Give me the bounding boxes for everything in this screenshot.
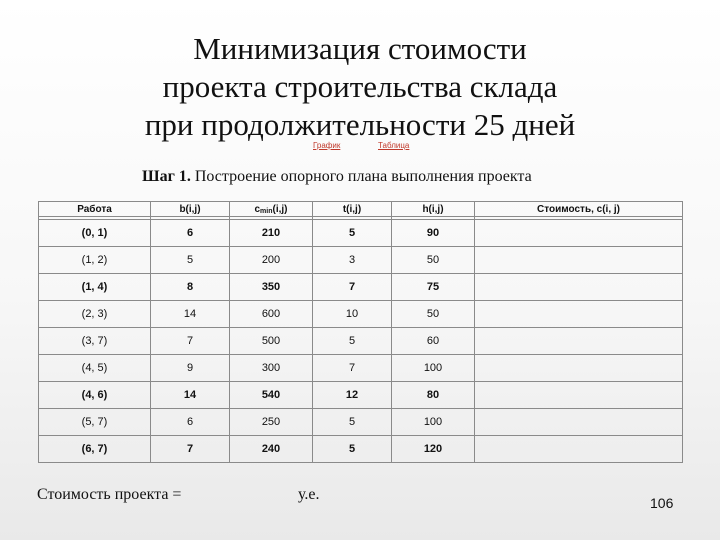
cell-b: 6 (151, 409, 230, 436)
project-cost-label: Стоимость проекта = (37, 486, 182, 503)
cell-b: 8 (151, 274, 230, 301)
cell-work: (4, 6) (39, 382, 151, 409)
cell-cmin: 300 (230, 355, 313, 382)
cell-h: 80 (392, 382, 475, 409)
cell-cmin: 540 (230, 382, 313, 409)
cell-work: (6, 7) (39, 436, 151, 463)
cell-h: 90 (392, 220, 475, 247)
cell-work: (4, 5) (39, 355, 151, 382)
header-cmin-sub: min (260, 207, 273, 215)
cell-t: 5 (313, 436, 392, 463)
cell-cost[interactable] (475, 220, 683, 247)
page-number: 106 (650, 495, 674, 511)
cell-cost[interactable] (475, 409, 683, 436)
cell-b: 14 (151, 382, 230, 409)
cell-work: (1, 2) (39, 247, 151, 274)
table-row (39, 301, 683, 328)
step-number: Шаг 1. (142, 168, 191, 185)
cell-h: 50 (392, 301, 475, 328)
cell-cmin: 500 (230, 328, 313, 355)
currency-unit: у.е. (298, 486, 320, 503)
cell-b: 9 (151, 355, 230, 382)
table-row (39, 409, 683, 436)
step-heading (142, 168, 532, 186)
cell-work: (0, 1) (39, 220, 151, 247)
table-row (39, 382, 683, 409)
header-cmin (230, 202, 313, 217)
cell-cost[interactable] (475, 382, 683, 409)
cell-t: 5 (313, 409, 392, 436)
cell-h: 60 (392, 328, 475, 355)
cell-cost[interactable] (475, 436, 683, 463)
table-row (39, 328, 683, 355)
cell-b: 5 (151, 247, 230, 274)
cell-t: 12 (313, 382, 392, 409)
cell-t: 5 (313, 220, 392, 247)
cell-cost[interactable] (475, 355, 683, 382)
nav-links (0, 141, 720, 155)
cell-b: 14 (151, 301, 230, 328)
table-row (39, 436, 683, 463)
cell-h: 120 (392, 436, 475, 463)
cell-cmin: 250 (230, 409, 313, 436)
cell-t: 7 (313, 274, 392, 301)
cell-cost[interactable] (475, 328, 683, 355)
cell-cmin: 210 (230, 220, 313, 247)
cell-t: 10 (313, 301, 392, 328)
cell-work: (3, 7) (39, 328, 151, 355)
cell-b: 7 (151, 436, 230, 463)
step-text: Построение опорного плана выполнения проекта (190, 168, 532, 185)
table-row (39, 274, 683, 301)
cell-cmin: 240 (230, 436, 313, 463)
title-line-3: при продолжительности 25 дней (144, 107, 576, 142)
header-cmin-rest: (i,j) (272, 203, 288, 215)
table-row (39, 220, 683, 247)
cell-t: 5 (313, 328, 392, 355)
cell-cmin: 600 (230, 301, 313, 328)
title-line-1: Минимизация стоимости (193, 31, 527, 66)
cell-b: 7 (151, 328, 230, 355)
cell-h: 75 (392, 274, 475, 301)
cell-t: 7 (313, 355, 392, 382)
cell-h: 100 (392, 355, 475, 382)
table-header-row (39, 202, 683, 217)
cell-h: 100 (392, 409, 475, 436)
title-line-2: проекта строительства склада (162, 69, 558, 104)
header-work: Работа (39, 202, 151, 217)
cell-cmin: 200 (230, 247, 313, 274)
cell-t: 3 (313, 247, 392, 274)
slide-title (0, 30, 720, 144)
cell-cmin: 350 (230, 274, 313, 301)
header-cmin-base: c (254, 203, 261, 215)
table-link[interactable]: Таблица (378, 141, 410, 150)
table-row (39, 247, 683, 274)
header-t: t(i,j) (313, 202, 392, 217)
cell-work: (2, 3) (39, 301, 151, 328)
table-row (39, 355, 683, 382)
header-h: h(i,j) (392, 202, 475, 217)
cell-h: 50 (392, 247, 475, 274)
cell-work: (5, 7) (39, 409, 151, 436)
cell-work: (1, 4) (39, 274, 151, 301)
cell-cost[interactable] (475, 301, 683, 328)
cell-cost[interactable] (475, 247, 683, 274)
header-b: b(i,j) (151, 202, 230, 217)
cell-b: 6 (151, 220, 230, 247)
graph-link[interactable]: График (313, 141, 341, 150)
cost-table (38, 201, 683, 463)
cell-cost[interactable] (475, 274, 683, 301)
header-cost: Стоимость, c(i, j) (475, 202, 683, 217)
